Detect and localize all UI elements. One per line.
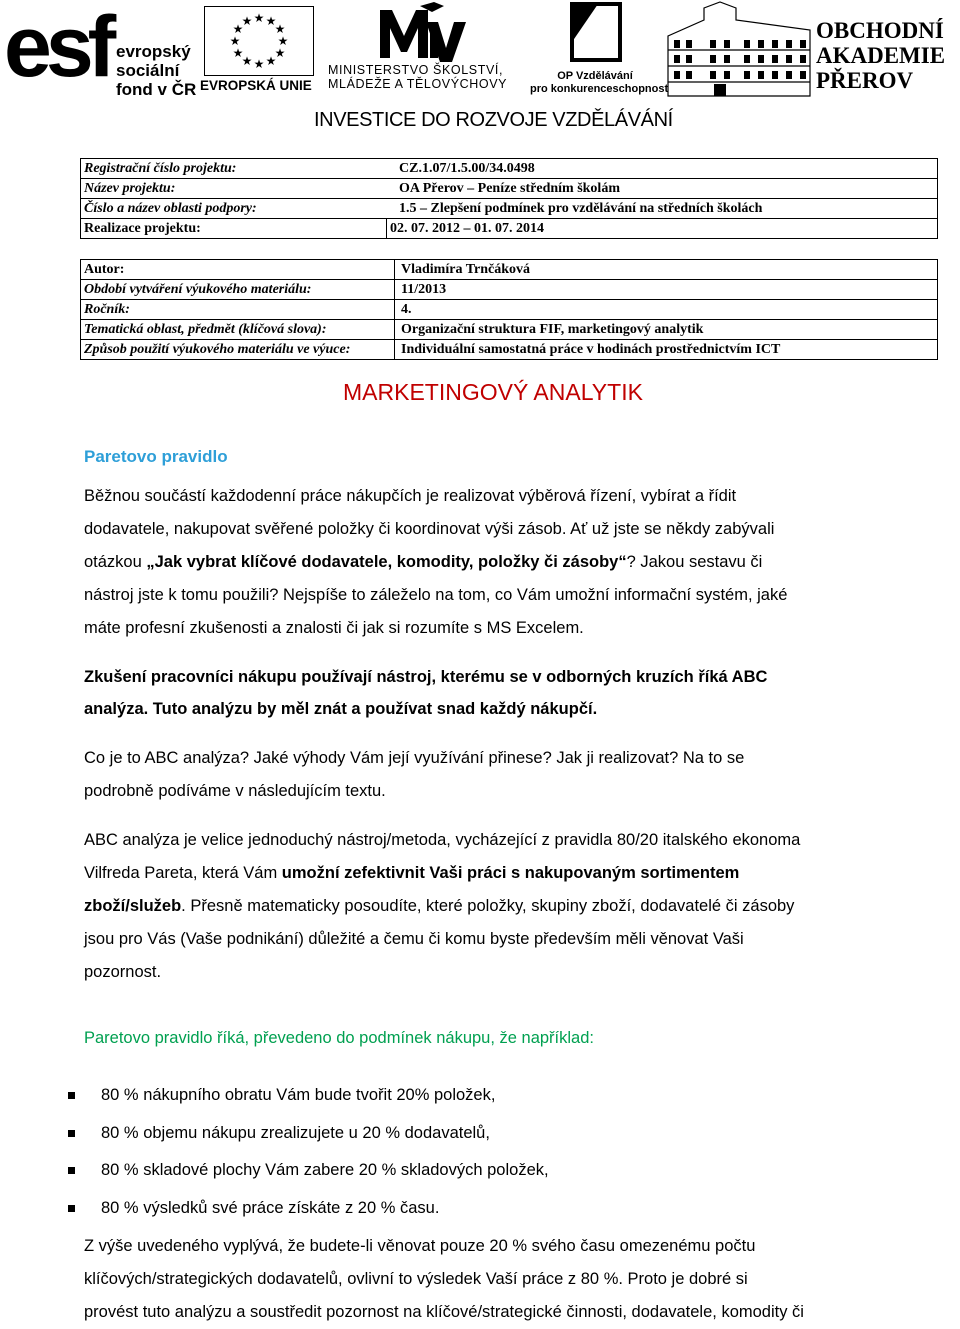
opvk-line-2: pro konkurenceschopnost (530, 83, 669, 95)
paragraph-abc-bold (84, 661, 936, 725)
list-item: 80 % výsledků své práce získáte z 20 % času. (66, 1192, 936, 1230)
author-label: Autor: (84, 262, 125, 277)
table-row (81, 219, 937, 238)
school-name-line-1: OBCHODNÍ (816, 18, 944, 43)
table-row (81, 280, 937, 300)
esf-line-3: fond v ČR (116, 80, 197, 99)
text-line: zboží/služeb. Přesně matematicky posoudíte, které položky, skupiny zboží, dodavatelé či zásoby (84, 897, 795, 915)
bullet-square-icon (68, 1167, 75, 1174)
svg-text:★: ★ (265, 54, 277, 68)
project-number-value: CZ.1.07/1.5.00/34.0498 (399, 161, 535, 176)
school-name-line-3: PŘEROV (816, 68, 914, 93)
realization-label: Realizace projektu: (84, 221, 201, 236)
project-info-table (80, 158, 938, 239)
svg-text:★: ★ (274, 22, 286, 36)
esf-line-1: evropský (116, 42, 191, 61)
section-title: Paretovo pravidlo (84, 447, 228, 466)
svg-text:★: ★ (229, 34, 241, 48)
school-name-line-2: AKADEMIE (816, 43, 946, 68)
table-row (81, 159, 937, 179)
table-row (81, 199, 937, 219)
grade-value: 4. (401, 302, 412, 317)
table-row (81, 340, 937, 359)
svg-text:★: ★ (253, 57, 265, 71)
opvk-mark-icon (568, 2, 624, 64)
paragraph-conclusion (84, 1230, 936, 1329)
text-line: klíčových/strategických dodavatelů, ovlivní to výsledek Vaší práce z 80 %. Proto je dobré si (84, 1270, 748, 1288)
grade-label: Ročník: (84, 302, 130, 317)
paragraph-questions (84, 742, 936, 808)
svg-text:★: ★ (265, 14, 277, 28)
period-label: Období vytváření výukového materiálu: (84, 282, 312, 297)
bullet-square-icon (68, 1130, 75, 1137)
school-building-icon (664, 0, 814, 100)
svg-text:★: ★ (241, 14, 253, 28)
text-line: podrobně podíváme v následujícím textu. (84, 782, 386, 800)
school-name (816, 18, 960, 93)
page-title: MARKETINGOVÝ ANALYTIK (343, 379, 643, 405)
text-line: jsou pro Vás (Vaše podnikání) důležité a čemu či komu byste především měli věnovat Vaši (84, 930, 744, 948)
table-row (81, 300, 937, 320)
svg-text:★: ★ (232, 22, 244, 36)
opvk-logo (530, 2, 669, 97)
author-value: Vladimíra Trnčáková (401, 262, 530, 277)
paragraph-intro (84, 480, 936, 645)
list-item: 80 % nákupního obratu Vám bude tvořit 20% položek, (66, 1079, 936, 1117)
svg-text:★: ★ (241, 54, 253, 68)
text-line: Zkušení pracovníci nákupu používají nástroj, kterému se v odborných kruzích říká ABC (84, 668, 768, 686)
text-line: Paretovo pravidlo říká, převedeno do podmínek nákupu, že například: (84, 1029, 594, 1047)
text-line: otázkou „Jak vybrat klíčové dodavatele, komodity, položky či zásoby“? Jakou sestavu či (84, 553, 763, 571)
paragraph-pareto-rule (84, 1022, 936, 1055)
support-area-value: 1.5 – Zlepšení podmínek pro vzdělávání na středních školách (399, 201, 763, 216)
svg-text:★: ★ (274, 46, 286, 60)
investice-slogan: INVESTICE DO ROZVOJE VZDĚLÁVÁNÍ (314, 109, 673, 131)
msmt-mark-icon (374, 2, 474, 64)
opvk-line-1: OP Vzdělávání (557, 70, 633, 82)
table-row (81, 179, 937, 199)
project-number-label: Registrační číslo projektu: (84, 161, 237, 176)
emphasis-question: „Jak vybrat klíčové dodavatele, komodity, položky či zásoby“ (146, 553, 627, 571)
paragraph-abc-definition (84, 824, 936, 989)
topic-value: Organizační struktura FIF, marketingový analytik (401, 322, 704, 337)
text-line: máte profesní zkušenosti a znalosti či jak si rozumíte s MS Excelem. (84, 619, 584, 637)
logo-strip (0, 0, 960, 140)
realization-value: 02. 07. 2012 – 01. 07. 2014 (390, 221, 544, 236)
bullet-square-icon (68, 1092, 75, 1099)
pareto-list (66, 1079, 936, 1229)
usage-value: Individuální samostatná práce v hodinách prostřednictvím ICT (401, 342, 781, 357)
svg-text:★: ★ (253, 11, 265, 25)
topic-label: Tematická oblast, předmět (klíčová slova): (84, 322, 327, 337)
table-row (81, 320, 937, 340)
svg-text:★: ★ (277, 34, 289, 48)
msmt-logo (326, 2, 526, 97)
msmt-line-2: MLÁDEŽE A TĚLOVÝCHOVY (328, 76, 508, 91)
esf-line-2: sociální (116, 61, 180, 80)
bullet-square-icon (68, 1205, 75, 1212)
project-name-value: OA Přerov – Peníze středním školám (399, 181, 620, 196)
eu-caption: EVROPSKÁ UNIE (200, 78, 312, 93)
msmt-line-1: MINISTERSTVO ŠKOLSTVÍ, (328, 63, 504, 77)
period-value: 11/2013 (401, 282, 447, 297)
text-line: nástroj jste k tomu použili? Nejspíše to záleželo na tom, co Vám umožní informační systém, jaké (84, 586, 788, 604)
list-item: 80 % skladové plochy Vám zabere 20 % skladových položek, (66, 1154, 936, 1192)
text-line: dodavatele, nakupovat svěřené položky či koordinovat výši zásob. Ať už jste se někdy zabývali (84, 520, 775, 538)
text-line: Vilfreda Pareta, která Vám umožní zefektivnit Vaši práci s nakupovaným sortimentem (84, 864, 740, 882)
eu-logo (200, 6, 318, 96)
table-row (81, 260, 937, 280)
text-line: provést tuto analýzu a soustředit pozornost na klíčové/strategické činnosti, dodavatele, komodity či (84, 1303, 804, 1321)
eu-stars-icon (204, 6, 314, 76)
text-line: analýza. Tuto analýzu by měl znát a používat snad každý nákupčí. (84, 700, 598, 718)
esf-logo (4, 0, 197, 99)
list-item: 80 % objemu nákupu zrealizujete u 20 % dodavatelů, (66, 1117, 936, 1155)
svg-text:★: ★ (232, 46, 244, 60)
text-line: Co je to ABC analýza? Jaké výhody Vám její využívání přinese? Jak ji realizovat? Na to se (84, 749, 745, 767)
text-line: Běžnou součástí každodenní práce nákupčích je realizovat výběrová řízení, vybírat a řídit (84, 487, 737, 505)
text-line: pozornost. (84, 963, 162, 981)
text-line: Z výše uvedeného vyplývá, že budete-li věnovat pouze 20 % svého času omezenému počtu (84, 1237, 756, 1255)
support-area-label: Číslo a název oblasti podpory: (84, 201, 257, 216)
project-name-label: Název projektu: (84, 181, 176, 196)
usage-label: Způsob použití výukového materiálu ve výuce: (84, 342, 351, 357)
text-line: ABC analýza je velice jednoduchý nástroj/metoda, vycházející z pravidla 80/20 italského ekonoma (84, 831, 801, 849)
author-info-table (80, 259, 938, 360)
esf-logo-mark: esf (4, 0, 111, 95)
